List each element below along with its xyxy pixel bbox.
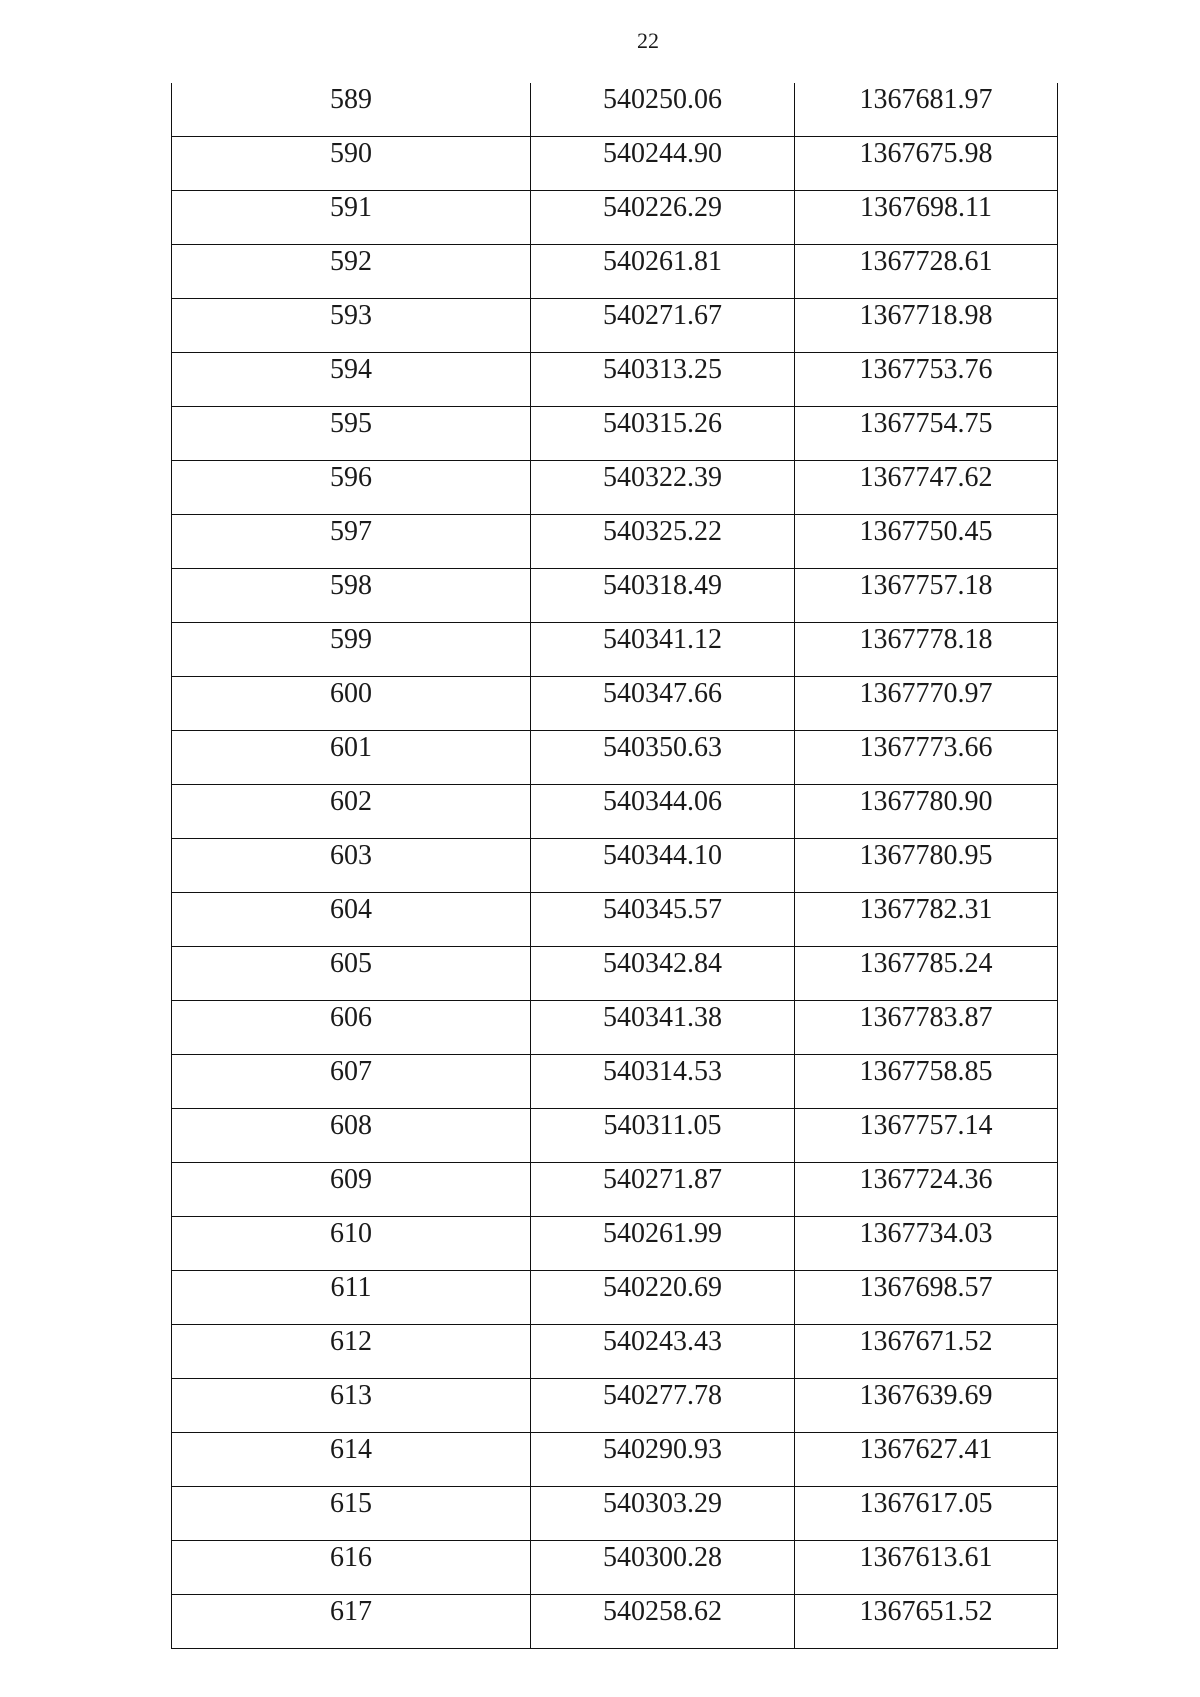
x-coordinate-cell: 540220.69 <box>531 1271 795 1324</box>
y-coordinate-cell: 1367770.97 <box>859 678 993 709</box>
x-coordinate-cell: 540322.39 <box>531 461 795 514</box>
x-coordinate-cell: 540347.66 <box>531 677 795 730</box>
y-coordinate-cell: 1367617.05 <box>859 1488 993 1519</box>
point-number-cell: 604 <box>172 893 531 946</box>
x-coordinate-cell: 540342.84 <box>531 947 795 1000</box>
x-coordinate-cell: 540226.29 <box>531 191 795 244</box>
y-coordinate-cell: 1367785.24 <box>859 948 993 979</box>
y-coordinate-cell: 1367651.52 <box>859 1596 993 1627</box>
y-coordinate-cell: 1367698.57 <box>859 1272 993 1303</box>
x-coordinate-cell: 540250.06 <box>531 83 795 136</box>
y-coordinate-cell: 1367724.36 <box>859 1164 993 1195</box>
table-row <box>172 1541 1057 1595</box>
point-number-cell: 591 <box>172 191 531 244</box>
point-number-cell: 614 <box>172 1433 531 1486</box>
point-number-cell: 615 <box>172 1487 531 1540</box>
x-coordinate-cell: 540344.10 <box>531 839 795 892</box>
point-number-cell: 589 <box>172 83 531 136</box>
x-coordinate-cell: 540315.26 <box>531 407 795 460</box>
point-number-cell: 617 <box>172 1595 531 1648</box>
x-coordinate-cell: 540345.57 <box>531 893 795 946</box>
point-number-cell: 602 <box>172 785 531 838</box>
point-number-cell: 607 <box>172 1055 531 1108</box>
y-coordinate-cell: 1367718.98 <box>859 300 993 331</box>
y-coordinate-cell: 1367780.90 <box>859 786 993 817</box>
table-row <box>172 515 1057 569</box>
table-row <box>172 1217 1057 1271</box>
x-coordinate-cell: 540350.63 <box>531 731 795 784</box>
x-coordinate-cell: 540341.38 <box>531 1001 795 1054</box>
y-coordinate-cell: 1367783.87 <box>859 1002 993 1033</box>
y-coordinate-cell: 1367778.18 <box>859 624 993 655</box>
x-coordinate-cell: 540311.05 <box>531 1109 795 1162</box>
table-row <box>172 1379 1057 1433</box>
point-number-cell: 596 <box>172 461 531 514</box>
x-coordinate-cell: 540313.25 <box>531 353 795 406</box>
table-row <box>172 1487 1057 1541</box>
x-coordinate-cell: 540271.87 <box>531 1163 795 1216</box>
table-row <box>172 1001 1057 1055</box>
table-row <box>172 299 1057 353</box>
x-coordinate-cell: 540258.62 <box>531 1595 795 1648</box>
x-coordinate-cell: 540303.29 <box>531 1487 795 1540</box>
y-coordinate-cell: 1367681.97 <box>859 84 993 115</box>
y-coordinate-cell: 1367750.45 <box>859 516 993 547</box>
table-row <box>172 461 1057 515</box>
point-number-cell: 598 <box>172 569 531 622</box>
table-row <box>172 191 1057 245</box>
table-row <box>172 245 1057 299</box>
y-coordinate-cell: 1367639.69 <box>859 1380 993 1411</box>
point-number-cell: 590 <box>172 137 531 190</box>
point-number-cell: 609 <box>172 1163 531 1216</box>
table-row <box>172 1271 1057 1325</box>
point-number-cell: 599 <box>172 623 531 676</box>
y-coordinate-cell: 1367773.66 <box>859 732 993 763</box>
x-coordinate-cell: 540271.67 <box>531 299 795 352</box>
point-number-cell: 616 <box>172 1541 531 1594</box>
point-number-cell: 611 <box>172 1271 531 1324</box>
y-coordinate-cell: 1367698.11 <box>860 192 992 223</box>
x-coordinate-cell: 540244.90 <box>531 137 795 190</box>
table-row <box>172 569 1057 623</box>
table-row <box>172 1109 1057 1163</box>
table-row <box>172 623 1057 677</box>
page-number: 22 <box>637 28 659 53</box>
y-coordinate-cell: 1367758.85 <box>859 1056 993 1087</box>
y-coordinate-cell: 1367627.41 <box>859 1434 993 1465</box>
table-row <box>172 1055 1057 1109</box>
coordinate-table <box>171 83 1058 1649</box>
point-number-cell: 613 <box>172 1379 531 1432</box>
point-number-cell: 592 <box>172 245 531 298</box>
x-coordinate-cell: 540314.53 <box>531 1055 795 1108</box>
point-number-cell: 597 <box>172 515 531 568</box>
y-coordinate-cell: 1367757.14 <box>859 1110 993 1141</box>
table-row <box>172 785 1057 839</box>
y-coordinate-cell: 1367675.98 <box>859 138 993 169</box>
table-row <box>172 1433 1057 1487</box>
x-coordinate-cell: 540290.93 <box>531 1433 795 1486</box>
y-coordinate-cell: 1367728.61 <box>859 246 993 277</box>
table-row <box>172 353 1057 407</box>
x-coordinate-cell: 540243.43 <box>531 1325 795 1378</box>
x-coordinate-cell: 540341.12 <box>531 623 795 676</box>
table-row <box>172 839 1057 893</box>
y-coordinate-cell: 1367780.95 <box>859 840 993 871</box>
x-coordinate-cell: 540318.49 <box>531 569 795 622</box>
x-coordinate-cell: 540261.99 <box>531 1217 795 1270</box>
y-coordinate-cell: 1367671.52 <box>859 1326 993 1357</box>
point-number-cell: 603 <box>172 839 531 892</box>
point-number-cell: 600 <box>172 677 531 730</box>
x-coordinate-cell: 540300.28 <box>531 1541 795 1594</box>
point-number-cell: 595 <box>172 407 531 460</box>
y-coordinate-cell: 1367734.03 <box>859 1218 993 1249</box>
table-row <box>172 893 1057 947</box>
table-row <box>172 137 1057 191</box>
point-number-cell: 608 <box>172 1109 531 1162</box>
point-number-cell: 605 <box>172 947 531 1000</box>
x-coordinate-cell: 540325.22 <box>531 515 795 568</box>
table-row <box>172 83 1057 137</box>
y-coordinate-cell: 1367757.18 <box>859 570 993 601</box>
point-number-cell: 601 <box>172 731 531 784</box>
point-number-cell: 606 <box>172 1001 531 1054</box>
y-coordinate-cell: 1367782.31 <box>859 894 993 925</box>
y-coordinate-cell: 1367754.75 <box>859 408 993 439</box>
point-number-cell: 594 <box>172 353 531 406</box>
table-row <box>172 731 1057 785</box>
y-coordinate-cell: 1367613.61 <box>859 1542 993 1573</box>
table-row <box>172 1325 1057 1379</box>
table-row <box>172 407 1057 461</box>
y-coordinate-cell: 1367753.76 <box>859 354 993 385</box>
x-coordinate-cell: 540277.78 <box>531 1379 795 1432</box>
point-number-cell: 593 <box>172 299 531 352</box>
point-number-cell: 610 <box>172 1217 531 1270</box>
table-row <box>172 947 1057 1001</box>
table-row <box>172 1163 1057 1217</box>
x-coordinate-cell: 540261.81 <box>531 245 795 298</box>
table-row <box>172 1595 1057 1649</box>
point-number-cell: 612 <box>172 1325 531 1378</box>
y-coordinate-cell: 1367747.62 <box>859 462 993 493</box>
x-coordinate-cell: 540344.06 <box>531 785 795 838</box>
table-row <box>172 677 1057 731</box>
